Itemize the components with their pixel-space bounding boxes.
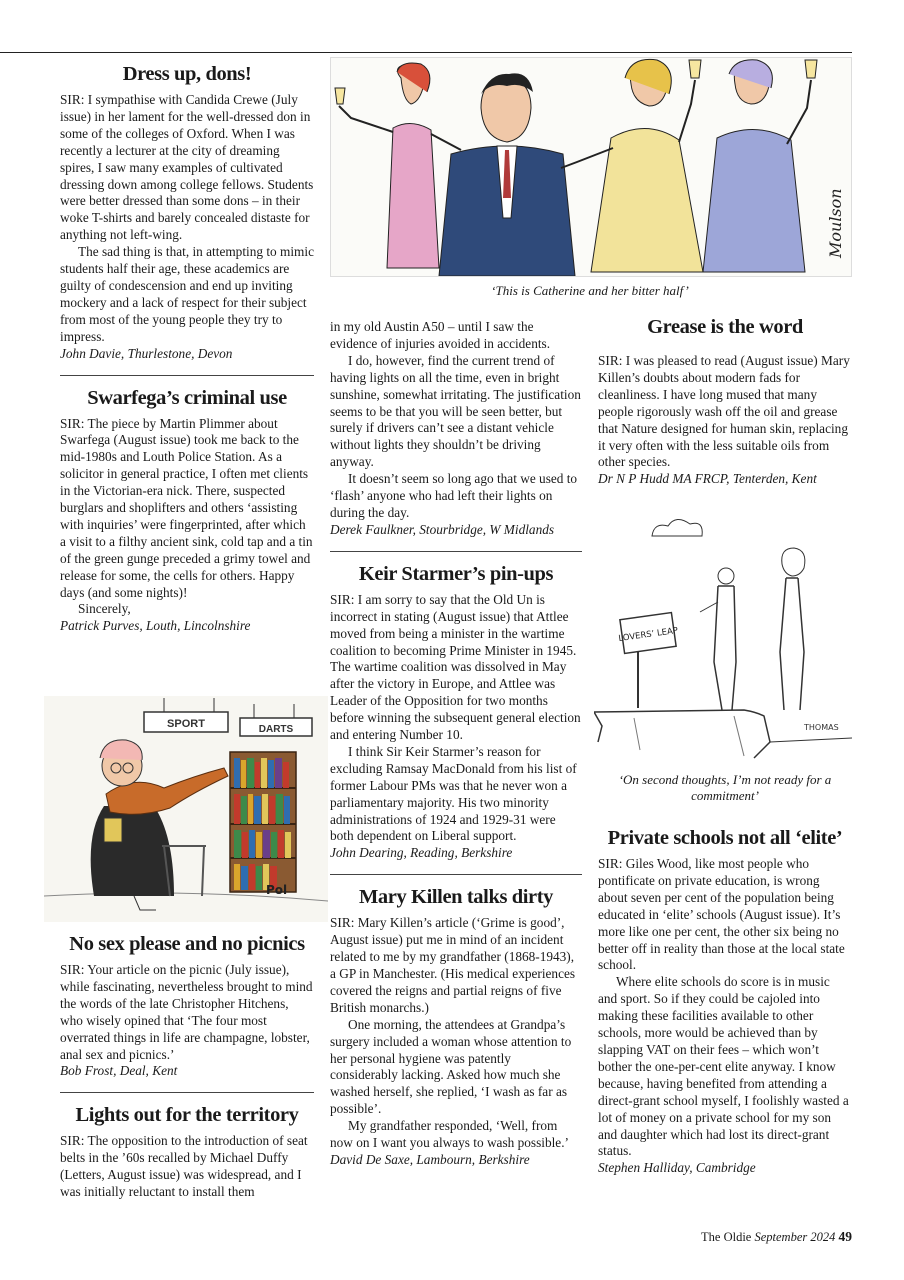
letter-body: SIR: The opposition to the introduction of seat belts in the ’60s recalled by Michael Duffy (Letters, August issue) was widespread, and I was initially reluctant to install them — [60, 1133, 308, 1200]
woman-figure — [780, 548, 805, 710]
letter-mary-killen — [330, 885, 582, 1169]
letter-signature: Patrick Purves, Louth, Lincolnshire — [60, 618, 251, 634]
letter-title: Private schools not all ‘elite’ — [607, 827, 843, 849]
divider — [330, 874, 582, 875]
letter-title: Mary Killen talks dirty — [358, 886, 554, 909]
letter-title: Dress up, dons! — [122, 63, 252, 85]
letter-no-sex-please — [60, 932, 314, 1080]
letter-title: No sex please and no picnics — [69, 933, 305, 955]
lovers-leap-sign-text: LOVERS’ LEAP — [617, 625, 679, 645]
page-number: 49 — [838, 1229, 852, 1244]
cartoonist-signature: Moulson — [826, 188, 845, 258]
letter-lights-out — [60, 1103, 314, 1201]
man-figure — [700, 568, 736, 710]
sport-sign-text: SPORT — [167, 718, 205, 730]
letter-signature: Derek Faulkner, Stourbridge, W Midlands — [330, 521, 555, 537]
column-1-lower — [60, 932, 314, 1201]
letter-lights-out-continued — [330, 319, 582, 539]
library-cartoon — [44, 696, 328, 922]
party-cartoon-caption: ‘This is Catherine and her bitter half’ — [491, 283, 689, 298]
cliff-edge — [594, 710, 770, 758]
letter-title: Lights out for the territory — [75, 1104, 299, 1127]
party-cartoon-drawing — [331, 58, 851, 276]
letter-body: It doesn’t seem so long ago that we used to ‘flash’ anyone who had left their lights on during the day. — [330, 471, 578, 520]
page-footer — [701, 1229, 852, 1245]
letter-body: One morning, the attendees at Grandpa’s surgery included a woman whose attention to her personal hygiene was patently considerably lacking. Asked how much she washed herself, she replied, ‘I wash as far as possible’. — [330, 1016, 572, 1117]
letter-body: The sad thing is that, in attempting to mimic students half their age, these academics are guilty of condescension and end up inviting mockery and a lack of respect for their subject from most of the young people they try to impress. — [60, 244, 314, 344]
letter-body: SIR: I am sorry to say that the Old Un is incorrect in stating (August issue) that Attlee moved from being a minister in the wartime coalition to becoming Prime Minister in 1945. The wartime coalition was dissolved in May after the victory in Europe, and Attlee was Leader of the Opposition for two months before winning the subsequent general election and entering Number 10. — [330, 591, 581, 743]
letter-body: Sincerely, — [78, 601, 131, 617]
letter-body: I think Sir Keir Starmer’s reason for excluding Ramsay MacDonald from his list of former Labour PMs was that he never won a parliamentary majority. His two minority administrations of 1924 and 1929-31 were both dependent on Liberal support. — [330, 743, 577, 844]
divider — [60, 1092, 314, 1093]
column-1 — [60, 62, 314, 635]
letter-body: I do, however, find the current trend of having lights on all the time, even in bright sunshine, somewhat irritating. The justification seems to be that you will be seen better, but surely if drivers can’t see a distant vehicle without lights they shouldn’t be driving anyway. — [330, 352, 581, 470]
letter-title: Swarfega’s criminal use — [87, 386, 287, 409]
letter-body: SIR: Mary Killen’s article (‘Grime is good’, August issue) put me in mind of an incident related to me by my grandfather (1868-1943), a GP in Manchester. (His medical experiences covered the reigns and partial reigns of five British monarchs.) — [330, 915, 576, 1015]
letter-signature: David De Saxe, Lambourn, Berkshire — [330, 1151, 530, 1167]
divider — [60, 375, 314, 376]
cartoonist-signature: Pol — [266, 883, 288, 897]
letter-title: Grease is the word — [647, 316, 803, 338]
cartoonist-signature: THOMAS — [804, 723, 839, 732]
letter-body: SIR: The piece by Martin Plimmer about Swarfega (August issue) took me back to the mid-1980s and Louth Police Station. As a solicitor in general practice, I often met clients in the Victorian-era nick. There, suspected burglars and shoplifters and others ‘assisting with inquiries’ were fingerprinted, after which a visit to a filthy ancient sink, cold tap and a tin of the green gunge preceded a grimy towel and release for some, the cells for others. Happy days (and some nights)! — [60, 415, 313, 600]
letter-body: My grandfather responded, ‘Well, from now on I want you always to wash possible.’ — [330, 1118, 569, 1151]
letter-signature: Stephen Halliday, Cambridge — [598, 1160, 756, 1176]
column-3-lower — [598, 826, 852, 1177]
letter-body: SIR: Your article on the picnic (July issue), while fascinating, nevertheless brought to mind the words of the late Christopher Hitchens, who wisely opined that ‘The four most overrated things in life are champagne, lobster, anal sex and picnics.’ — [60, 962, 313, 1062]
letter-body: Where elite schools do score is in music and sport. So if they could be cajoled into making these facilities available to other schools, more would be achieved than by slapping VAT on their fees – which won’t bother the one-per-cent elite anyway. I know because, having benefited from attending a direct-grant school myself, I foolishly wasted a lot of money on a private school for my son and daughter which had lost its direct-grant status. — [598, 974, 849, 1159]
cliff-cartoon — [594, 512, 852, 762]
letter-signature: John Davie, Thurlestone, Devon — [60, 345, 233, 361]
divider — [330, 551, 582, 552]
cliff-cartoon-caption: ‘On second thoughts, I’m not ready for a commitment’ — [618, 772, 832, 803]
column-3 — [598, 315, 852, 488]
cliff-cartoon-drawing — [594, 512, 852, 762]
top-rule — [0, 52, 852, 53]
cloud — [652, 519, 702, 536]
column-2 — [330, 319, 582, 1169]
letter-body: SIR: Giles Wood, like most people who pontificate on private education, is wrong about seven per cent of the population being educated in ‘elite’ schools (August issue). It’s more like one per cent, the other six being no better off in reality than those at the local state school. — [598, 856, 845, 973]
letter-dress-up-dons — [60, 62, 314, 363]
issue-date: September 2024 — [754, 1230, 836, 1244]
party-cartoon — [330, 57, 852, 277]
letter-private-schools — [598, 826, 852, 1177]
letter-signature: Dr N P Hudd MA FRCP, Tenterden, Kent — [598, 471, 817, 487]
letter-keir-starmer — [330, 562, 582, 863]
letter-grease — [598, 315, 852, 488]
letter-swarfega — [60, 386, 314, 636]
letter-body: in my old Austin A50 – until I saw the evidence of injuries avoided in accidents. — [330, 319, 551, 351]
letter-body: SIR: I was pleased to read (August issue) Mary Killen’s doubts about modern fads for cleanliness. I have long mused that many people rigorously wash off the oil and grease that Nature designed for human skin, replacing it very often with the less suitable oils from other species. — [598, 353, 850, 470]
letter-body: SIR: I sympathise with Candida Crewe (July issue) in her lament for the well-dressed don in some of the colleges of Oxford. When I was recently a lecturer at the city of dreaming spires, I saw many examples of cultivated dressing down among college fellows. Students were better dressed than some dons – in their woke T-shirts and barely concealed distaste for anything not left-wing. — [60, 92, 314, 243]
darts-sign-text: DARTS — [258, 724, 294, 735]
letter-signature: John Dearing, Reading, Berkshire — [330, 845, 513, 861]
letter-signature: Bob Frost, Deal, Kent — [60, 1063, 178, 1079]
library-cartoon-drawing — [44, 696, 328, 922]
magazine-name: The Oldie — [701, 1230, 752, 1244]
letter-title: Keir Starmer’s pin-ups — [358, 562, 554, 585]
